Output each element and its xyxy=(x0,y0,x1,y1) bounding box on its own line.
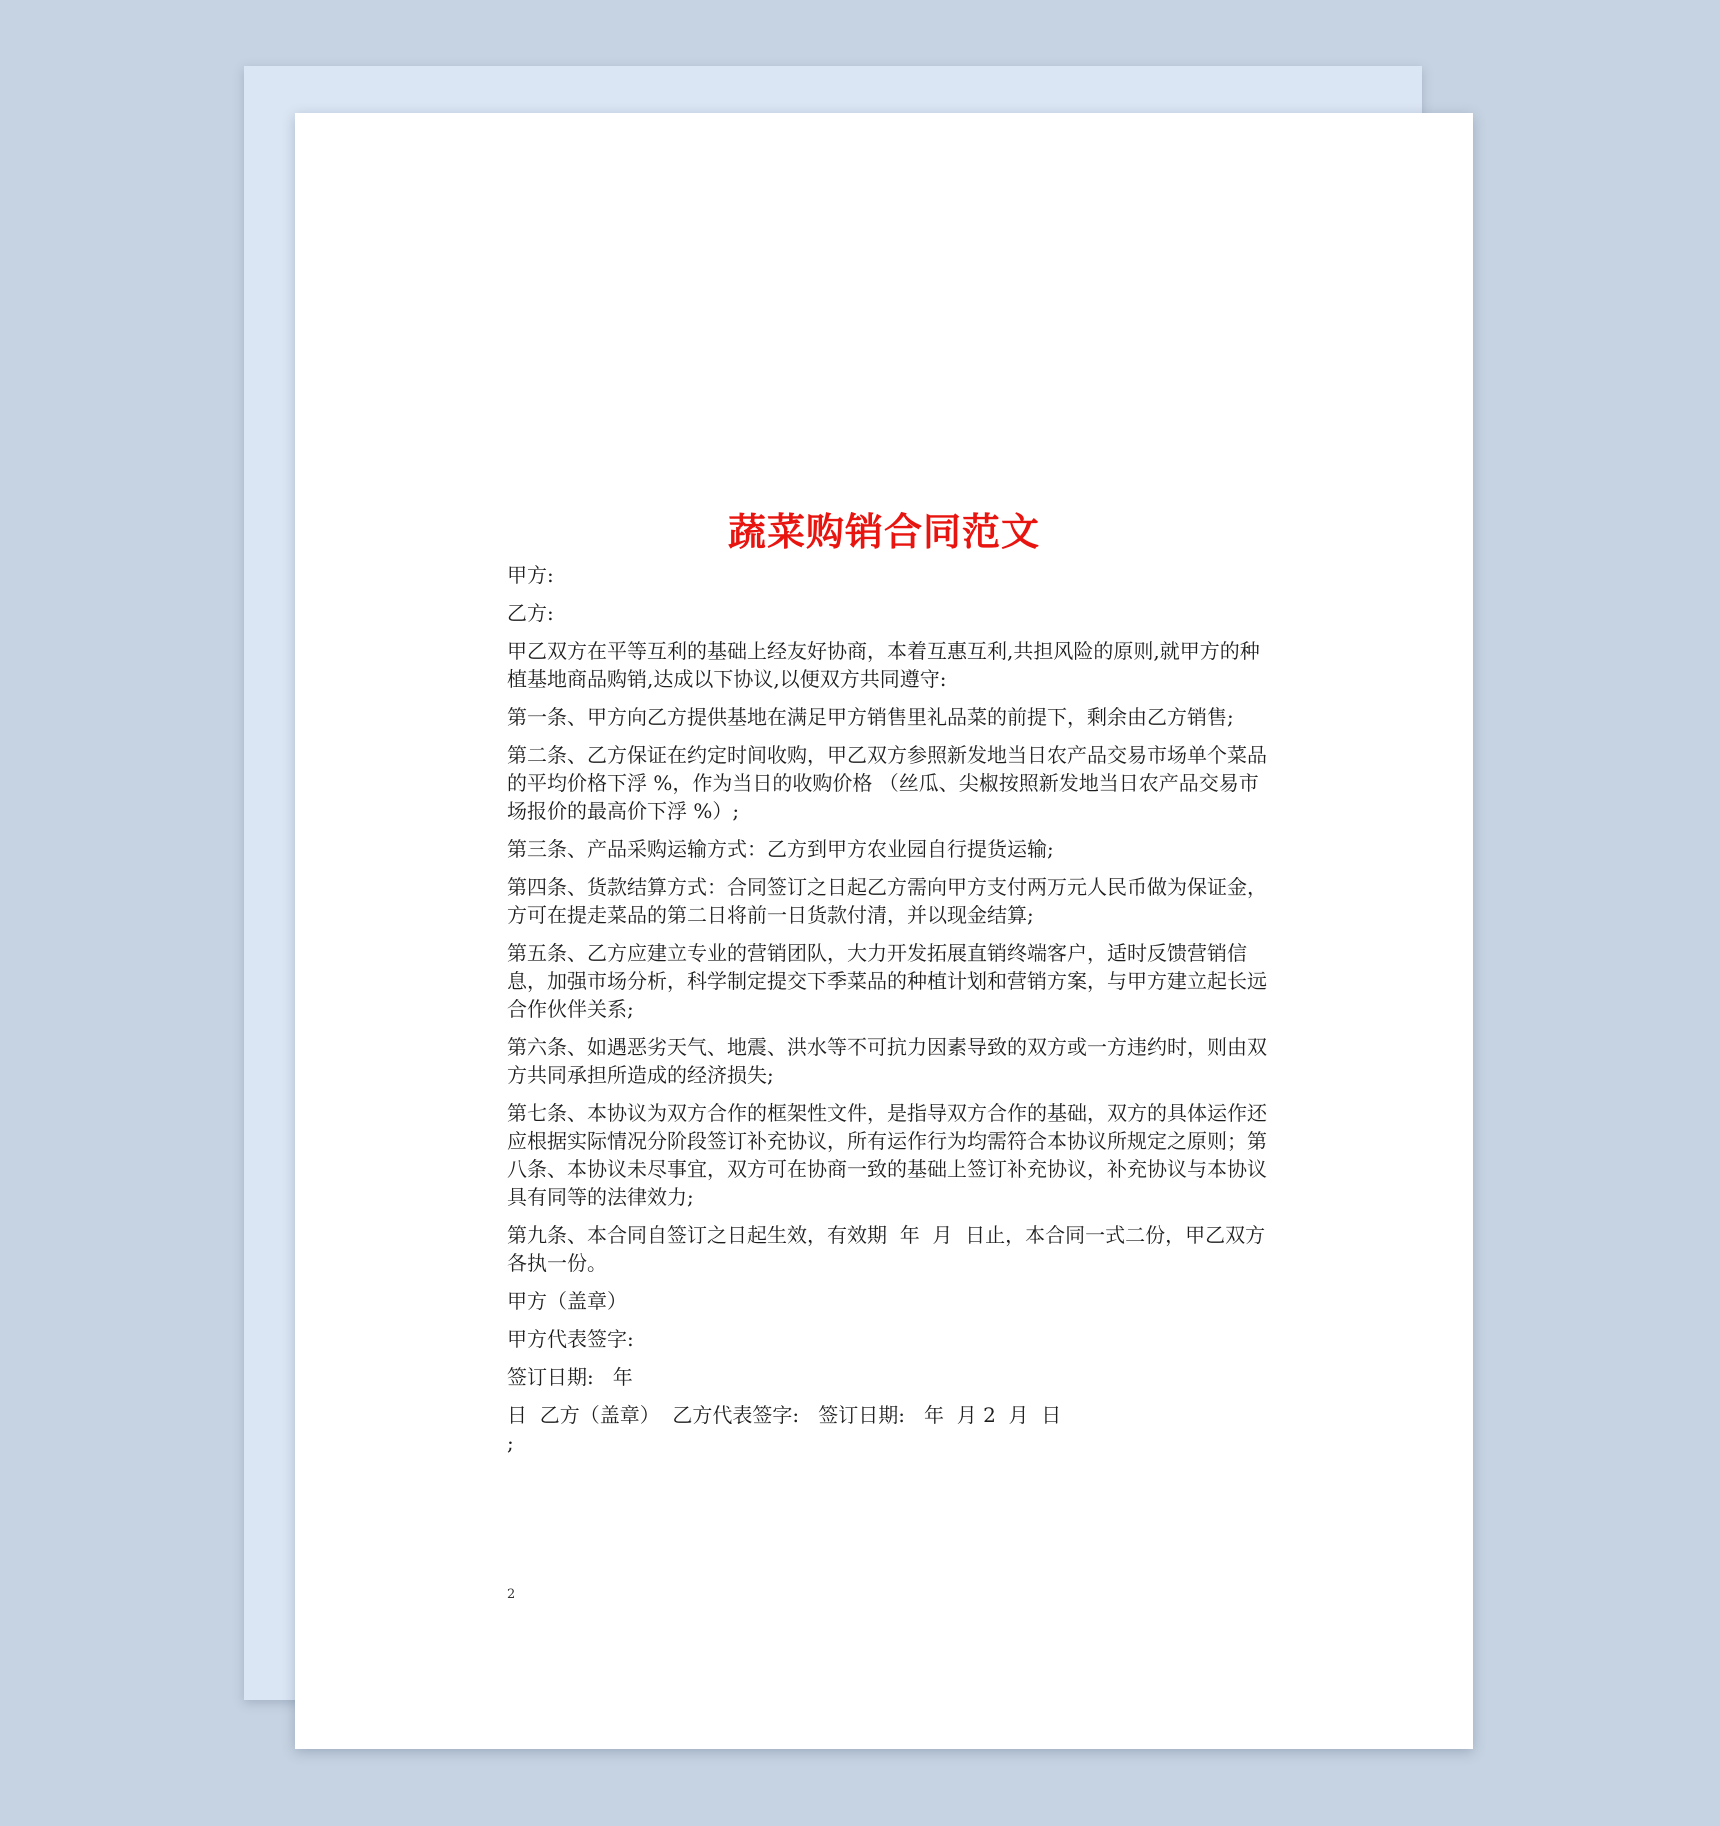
article-3: 第三条、产品采购运输方式：乙方到甲方农业园自行提货运输; xyxy=(507,837,1054,861)
page-number: 2 xyxy=(507,1587,516,1602)
party-b-signature-block: 日 乙方（盖章） 乙方代表签字: 签订日期: 年 月 2 月 日 ; xyxy=(507,1403,1062,1455)
party-b-line: 乙方: xyxy=(507,601,554,625)
party-a-signature-line: 甲方代表签字: xyxy=(507,1327,634,1351)
article-5: 第五条、乙方应建立专业的营销团队，大力开发拓展直销终端客户，适时反馈营销信息，加强市场分析，科学制定提交下季菜品的种植计划和营销方案，与甲方建立起长远合作伙伴关系; xyxy=(507,941,1267,1021)
signing-date-line: 签订日期: 年 xyxy=(507,1365,633,1389)
document-title: 蔬菜购销合同范文 xyxy=(727,510,1040,554)
preamble-paragraph: 甲乙双方在平等互利的基础上经友好协商，本着互惠互利,共担风险的原则,就甲方的种植基地商品购销,达成以下协议,以便双方共同遵守: xyxy=(507,639,1260,691)
document-body xyxy=(507,561,1269,1467)
article-7-8: 第七条、本协议为双方合作的框架性文件，是指导双方合作的基础，双方的具体运作还应根据实际情况分阶段签订补充协议，所有运作行为均需符合本协议所规定之原则；第八条、本协议未尽事宜，双方可在协商一致的基础上签订补充协议，补充协议与本协议具有同等的法律效力; xyxy=(507,1101,1267,1209)
party-a-seal-line: 甲方（盖章） xyxy=(507,1289,627,1313)
party-a-line: 甲方: xyxy=(507,563,554,587)
document-page xyxy=(295,113,1473,1749)
article-4: 第四条、货款结算方式：合同签订之日起乙方需向甲方支付两万元人民币做为保证金，方可在提走菜品的第二日将前一日货款付清，并以现金结算; xyxy=(507,875,1267,927)
article-2: 第二条、乙方保证在约定时间收购，甲乙双方参照新发地当日农产品交易市场单个菜品的平均价格下浮 %，作为当日的收购价格 （丝瓜、尖椒按照新发地当日农产品交易市场报价的最高价下浮 %）; xyxy=(507,743,1267,823)
article-9: 第九条、本合同自签订之日起生效，有效期 年 月 日止，本合同一式二份，甲乙双方各执一份。 xyxy=(507,1223,1266,1275)
article-1: 第一条、甲方向乙方提供基地在满足甲方销售里礼品菜的前提下，剩余由乙方销售; xyxy=(507,705,1234,729)
article-6: 第六条、如遇恶劣天气、地震、洪水等不可抗力因素导致的双方或一方违约时，则由双方共同承担所造成的经济损失; xyxy=(507,1035,1267,1087)
